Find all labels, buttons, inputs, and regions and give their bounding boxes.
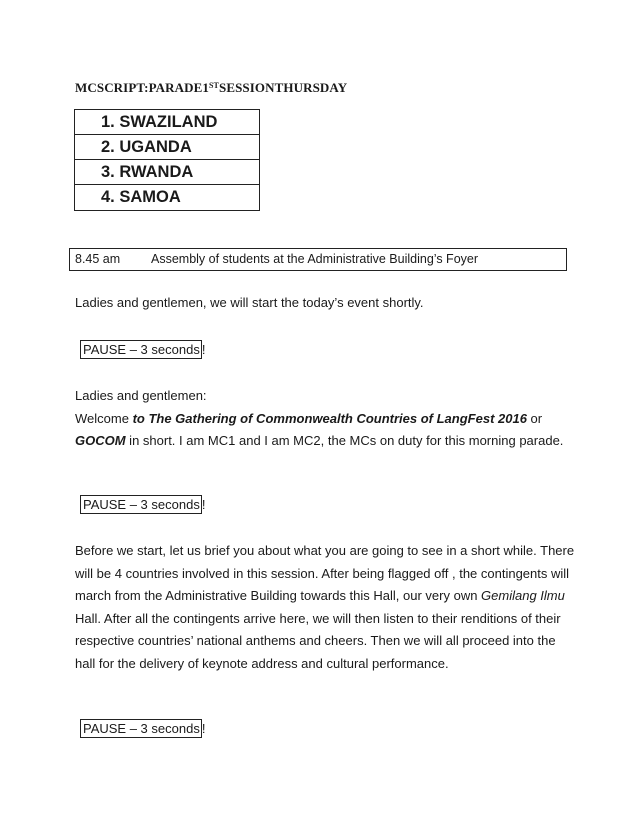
hall-name: Gemilang Ilmu: [481, 588, 565, 603]
briefing-paragraph: [75, 540, 575, 675]
pause-mark: !: [201, 497, 206, 512]
country-row: 4. SAMOA: [101, 188, 181, 206]
event-acronym: GOCOM: [75, 433, 126, 448]
schedule-row: [69, 248, 567, 271]
schedule-description: Assembly of students at the Administrative Building’s Foyer: [151, 252, 479, 266]
title-suffix: SESSIONTHURSDAY: [219, 80, 348, 95]
script-title: [75, 80, 347, 96]
title-superscript: ST: [209, 81, 219, 90]
opening-paragraph: Ladies and gentlemen, we will start the today’s event shortly.: [75, 295, 424, 310]
pause-label: PAUSE – 3 seconds: [80, 340, 202, 359]
briefing-text-1: Before we start, let us brief you about what you are going to see in a short while. There will be 4 countries involved in this session. After being flagged off , the contingents will march from the Administrative Building towards this Hall, our very own: [75, 543, 575, 603]
welcome-word: Welcome: [75, 410, 133, 426]
country-row: 1. SWAZILAND: [75, 110, 259, 135]
pause-label: PAUSE – 3 seconds: [80, 495, 202, 514]
welcome-body: [75, 408, 575, 453]
pause-mark: !: [201, 342, 206, 357]
pause-mark: !: [201, 721, 206, 736]
country-list-table: [74, 109, 260, 211]
country-row: 3. RWANDA: [75, 160, 259, 185]
welcome-rest: in short. I am MC1 and I am MC2, the MCs on duty for this morning parade.: [125, 433, 564, 448]
welcome-line: Ladies and gentlemen:: [75, 388, 207, 403]
welcome-or: or: [526, 410, 543, 426]
pause-label: PAUSE – 3 seconds: [80, 719, 202, 738]
welcome-paragraph: [75, 385, 575, 453]
country-row: 2. UGANDA: [75, 135, 259, 160]
briefing-text-2: Hall. After all the contingents arrive here, we will then listen to their renditions of their respective countries’ national anthems and cheers. Then we will all proceed into the hall for the delivery of keynote address and cultural performance.: [75, 610, 561, 671]
pause-cue: [80, 497, 205, 512]
schedule-time: 8.45 am: [75, 252, 121, 266]
pause-cue: [80, 721, 205, 736]
pause-cue: [80, 342, 205, 357]
event-name: to The Gathering of Commonwealth Countries of LangFest 2016: [132, 410, 527, 426]
title-prefix: MCSCRIPT:PARADE1: [75, 80, 209, 95]
